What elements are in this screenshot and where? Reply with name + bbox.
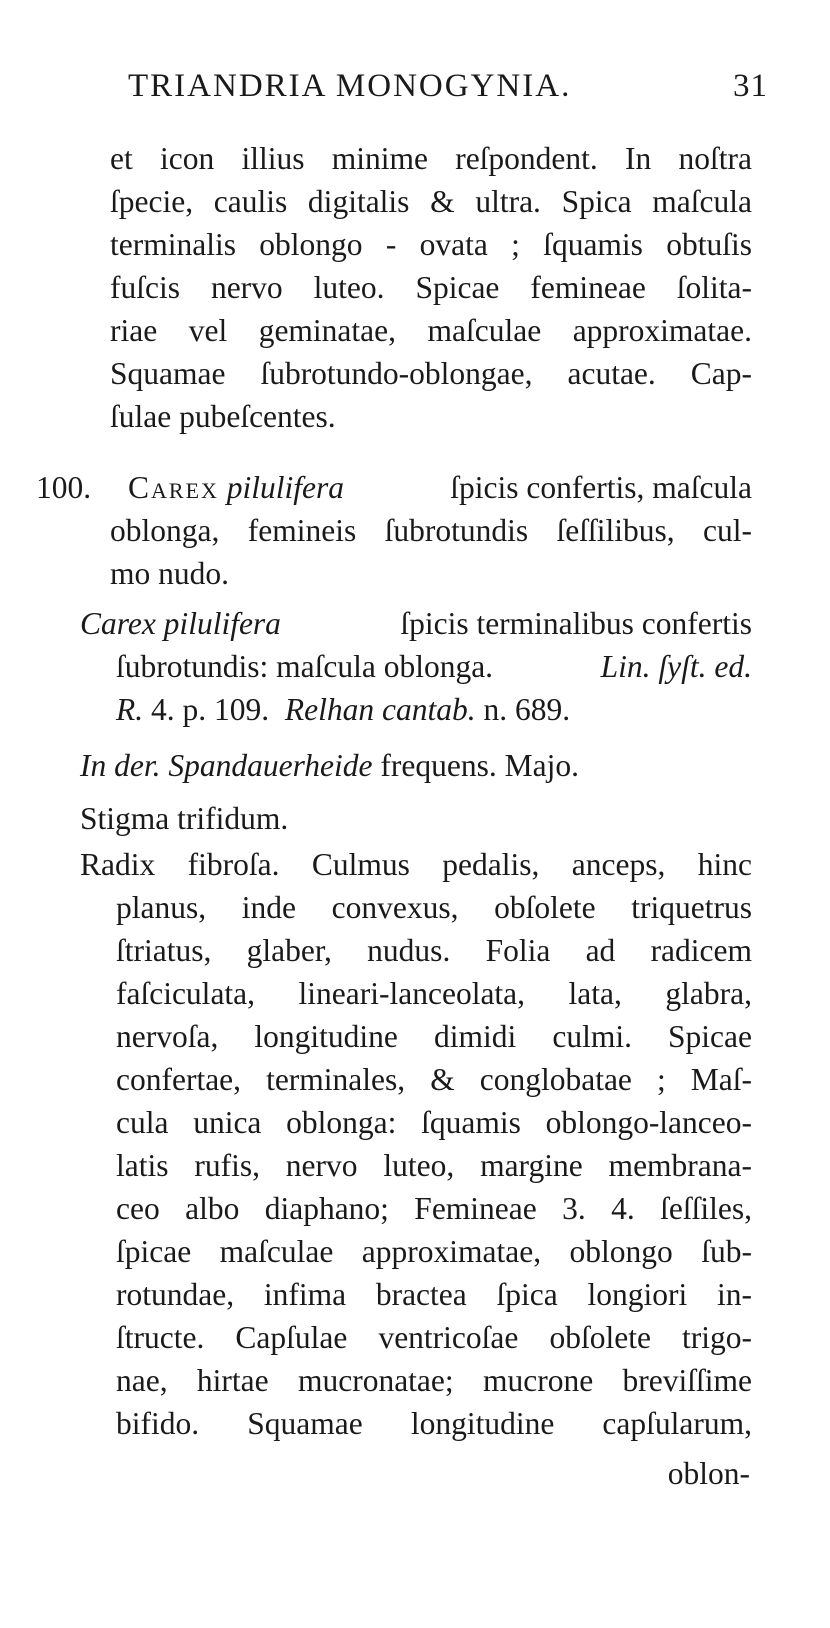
- text-line: ſpicae maſculae approximatae, oblongo ſub-: [116, 1234, 752, 1269]
- text-line: ſtriatus, glaber, nudus. Folia ad radicem: [116, 933, 752, 968]
- synonym-reference: R.: [116, 692, 144, 727]
- synonym-reference: Lin. ſyſt. ed.: [600, 649, 752, 684]
- text-line: mo nudo.: [110, 556, 230, 591]
- text-line: riae vel geminatae, maſculae approximatae.: [110, 313, 752, 348]
- text-line: ſulae pubeſcentes.: [110, 399, 336, 434]
- stigma-line: Stigma trifidum.: [80, 801, 289, 836]
- synonym-line: [116, 694, 570, 726]
- text-line: nae, hirtae mucronatae; mucrone breviſſime: [116, 1363, 752, 1398]
- text-line: fuſcis nervo luteo. Spicae femineae ſolita-: [110, 270, 752, 305]
- synonym-name: Carex pilulifera: [80, 606, 281, 641]
- text-line: Squamae ſubrotundo-oblongae, acutae. Cap-: [110, 356, 752, 391]
- running-header: [128, 68, 768, 105]
- catchword: oblon-: [667, 1456, 750, 1491]
- text-line: ceo albo diaphano; Femineae 3. 4. ſeſſiles,: [116, 1191, 752, 1226]
- entry-heading: [128, 472, 752, 504]
- locality-line: [80, 750, 579, 782]
- text-line: bifido. Squamae longitudine capſularum,: [116, 1406, 752, 1441]
- synonym-reference: Relhan cantab.: [284, 692, 476, 727]
- text-line: rotundae, infima bractea ſpica longiori in-: [116, 1277, 752, 1312]
- locality-note: frequens. Majo.: [380, 748, 579, 783]
- text-line: faſciculata, lineari-lanceolata, lata, glabra,: [116, 976, 752, 1011]
- page-number: 31: [733, 68, 768, 104]
- text-line: cula unica oblonga: ſquamis oblongo-lanceo-: [116, 1105, 752, 1140]
- header-title: TRIANDRIA MONOGYNIA.: [128, 68, 572, 104]
- text-line: ſpecie, caulis digitalis & ultra. Spica maſcula: [110, 184, 752, 219]
- entry-diagnosis: ſpicis confertis, maſcula: [450, 470, 752, 505]
- synonym-reference: 4. p. 109.: [151, 692, 270, 727]
- synonym-text: ſubrotundis: maſcula oblonga.: [116, 649, 494, 684]
- locality-place: In der. Spandauerheide: [80, 748, 373, 783]
- text-line: et icon illius minime reſpondent. In noſtra: [110, 141, 752, 176]
- text-line: planus, inde convexus, obſolete triquetrus: [116, 890, 752, 925]
- entry-number: 100.: [36, 470, 92, 505]
- genus-name: Carex: [128, 470, 219, 505]
- synonym-reference: n. 689.: [483, 692, 571, 727]
- synonym-line: [116, 651, 752, 683]
- species-name: pilulifera: [226, 470, 345, 505]
- text-line: terminalis oblongo - ovata ; ſquamis obtuſis: [110, 227, 752, 262]
- text-line: nervoſa, longitudine dimidi culmi. Spicae: [116, 1019, 752, 1054]
- text-line: ſtructe. Capſulae ventricoſae obſolete trigo-: [116, 1320, 752, 1355]
- synonym-line: [80, 608, 752, 640]
- text-line: Radix fibroſa. Culmus pedalis, anceps, hinc: [80, 847, 752, 882]
- text-line: latis rufis, nervo luteo, margine membrana-: [116, 1148, 752, 1183]
- text-line: confertae, terminales, & conglobatae ; Maſ-: [116, 1062, 752, 1097]
- synonym-diagnosis: ſpicis terminalibus confertis: [400, 606, 752, 641]
- text-line: oblonga, femineis ſubrotundis ſeſſilibus, cul-: [110, 513, 752, 548]
